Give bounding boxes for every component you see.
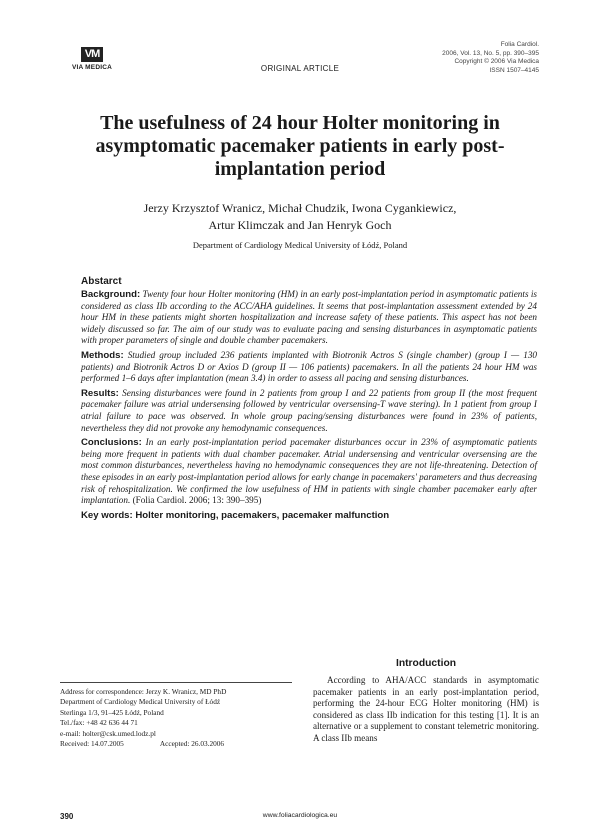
introduction-heading: Introduction bbox=[395, 658, 457, 669]
abstract-heading: Abstarct bbox=[81, 276, 122, 287]
results-text: Sensing disturbances were found in 2 patients from group I and 22 patients from group II (the most frequent pacemaker failure was atrial undersensing followed by ventricular oversensing-T wave stering). In 1 patient from group I atrial failure to pace was observed. In whole group pacing/sensing disturbances were found in 23% of patients, nevertheless they did not provoke any hemodynamic consequences. bbox=[81, 387, 537, 433]
background-text: Twenty four hour Holter monitoring (HM) in an early post-implantation period in asymptomatic patients is considered as class IIb according to the ACC/AHA guidelines. It seems that post-implantation assessment extended by 24 hour HM in these patients might shorten hospitalization and increase safety of these patients. This aspect has not been widely discussed so far. The aim of our study was to evaluate pacing and sensing disturbances in asymptomatic patients with proper parameters of single and double chamber pacemakers. bbox=[81, 289, 537, 346]
methods-text: Studied group included 236 patients implanted with Biotronik Actros S (single chamber) (group I — 130 patients) and Biotronik Actros D or Axios D (group II — 106 patients) pacemakers. In all the patients 24 hour HM was performed 1–6 days after implantation (mean 3.4) in order to assess all pacing and sensing disturbances. bbox=[81, 349, 538, 384]
correspondence-address: Sterlinga 1/3, 91–425 Łódź, Poland bbox=[60, 707, 164, 717]
abstract-background bbox=[81, 289, 537, 347]
citation: (Folia Cardiol. 2006; 13: 390–395) bbox=[132, 495, 262, 506]
correspondence-department: Department of Cardiology Medical University of Łódź bbox=[60, 697, 221, 707]
article-type-label: ORIGINAL ARTICLE bbox=[260, 64, 340, 73]
background-label: Background: bbox=[81, 289, 141, 300]
journal-copyright: Copyright © 2006 Via Medica bbox=[454, 58, 539, 65]
abstract-results bbox=[81, 388, 537, 434]
introduction-text: According to AHA/ACC standards in asymptomatic pacemaker patients in an early post-implantation period, performing the 24-hour ECG Holter monitoring (HM) is considered as class IIb indication for this testing [1]. It is an alternative or a supplement to constant telemetric monitoring. A class IIb means bbox=[313, 675, 539, 743]
abstract-methods bbox=[81, 350, 537, 385]
affiliation: Department of Cardiology Medical University of Łódź, Poland bbox=[192, 240, 408, 250]
results-label: Results: bbox=[81, 387, 119, 399]
conclusions-text: In an early post-implantation period pacemaker disturbances occur in 23% of asymptomatic patients being more frequent in patients with dual chamber pacemaker. Atrial undersensing and ventricular oversensing are the most common disturbances, nevertheless having no hemodynamic consequences they are not life-threatening. Detection of these episodes in an early post-implantation period allows for early change in pacemakers' parameters and thus decreasing risk of rehospitalization. We confirmed the low usefulness of HM in patients with single chamber pacemaker early after implantation. bbox=[81, 437, 537, 506]
abstract-conclusions bbox=[81, 437, 537, 507]
footnote-divider bbox=[60, 682, 292, 683]
correspondence-email: e-mail: holter@csk.umed.lodz.pl bbox=[60, 728, 156, 738]
keywords: Key words: Holter monitoring, pacemakers, pacemaker malfunction bbox=[81, 509, 390, 521]
accepted-date: Accepted: 26.03.2006 bbox=[159, 739, 225, 749]
correspondence-footnote bbox=[60, 687, 300, 749]
page-number: 390 bbox=[60, 812, 74, 821]
author-list bbox=[60, 200, 540, 234]
journal-info bbox=[442, 41, 539, 75]
methods-label: Methods: bbox=[81, 349, 124, 361]
correspondence-phone: Tel./fax: +48 42 636 44 71 bbox=[60, 718, 138, 728]
authors-line-1: Jerzy Krzysztof Wranicz, Michał Chudzik, Iwona Cygankiewicz, bbox=[143, 201, 457, 215]
dates-row bbox=[60, 739, 300, 749]
correspondence-name: Address for correspondence: Jerzy K. Wranicz, MD PhD bbox=[60, 687, 227, 696]
authors-line-2: Artur Klimczak and Jan Henryk Goch bbox=[208, 218, 392, 232]
abstract bbox=[81, 276, 537, 521]
journal-issn: ISSN 1507–4145 bbox=[489, 66, 539, 74]
journal-volume: 2006, Vol. 13, No. 5, pp. 390–395 bbox=[442, 49, 539, 57]
received-date: Received: 14.07.2005 bbox=[60, 739, 124, 749]
journal-website: www.foliacardiologica.eu bbox=[262, 812, 338, 819]
journal-name: Folia Cardiol. bbox=[500, 41, 539, 48]
logo-mark: VM bbox=[81, 47, 103, 62]
paper-title: The usefulness of 24 hour Holter monitoring in asymptomatic pacemaker patients in early post-implantation period bbox=[95, 112, 505, 180]
conclusions-label: Conclusions: bbox=[81, 437, 142, 449]
logo-name: VIA MEDICA bbox=[71, 64, 113, 71]
